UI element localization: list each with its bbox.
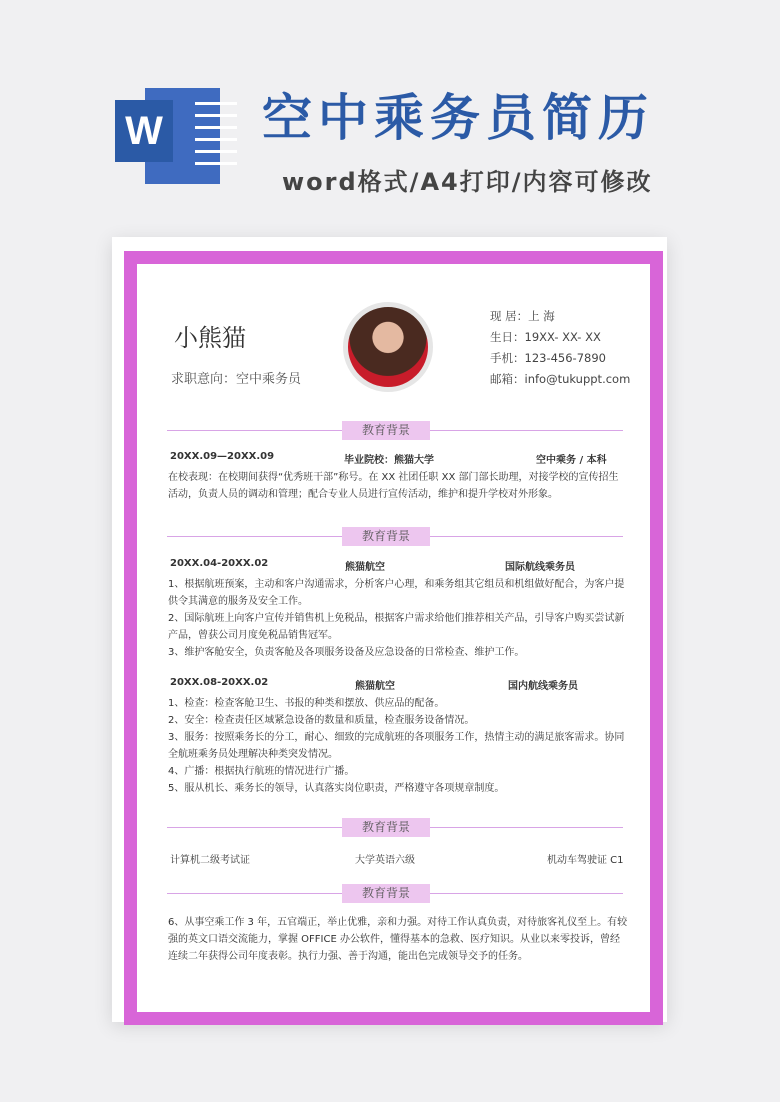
contact-phone: 手机：123-456-7890 [490,351,606,365]
section-certificates-label: 教育背景 [342,818,430,837]
section-education-label: 教育背景 [342,421,430,440]
job-intent: 求职意向：空中乘务员 [171,372,302,387]
section-evaluation-label: 教育背景 [342,884,430,903]
job-date: 20XX.04-20XX.02 [170,558,269,569]
doc-line [195,150,237,153]
candidate-name: 小熊猫 [174,324,246,352]
doc-line [195,126,237,129]
job-date: 20XX.08-20XX.02 [170,677,269,688]
job-duty: 1、检查：检查客舱卫生、书报的种类和摆放、供应品的配备。 [168,698,445,709]
job-role: 国际航线乘务员 [505,562,575,573]
doc-line [195,114,237,117]
job-duty: 5、服从机长、乘务长的领导，认真落实岗位职责，严格遵守各项规章制度。 [168,783,505,794]
doc-line [195,102,237,105]
job-duty: 2、安全：检查责任区域紧急设备的数量和质量，检查服务设备情况。 [168,715,475,726]
certificate-item: 机动车驾驶证 C1 [547,855,624,866]
job-company: 熊猫航空 [345,562,385,573]
job-duty: 2、国际航班上向客户宣传并销售机上免税品，根据客户需求给他们推荐相关产品，引导客户购买尝试新产品，曾获公司月度免税品销售冠军。 [168,613,625,641]
certificate-item: 计算机二级考试证 [170,855,250,866]
certificate-item: 大学英语六级 [355,855,415,866]
job-duty: 3、维护客舱安全，负责客舱及各项服务设备及应急设备的日常检查、维护工作。 [168,647,525,658]
doc-line [195,162,237,165]
education-major: 空中乘务 / 本科 [536,455,607,466]
education-detail: 在校表现：在校期间获得“优秀班干部”称号。在 XX 社团任职 XX 部门部长助理，对接学校的宣传招生活动，负责人员的调动和管理；配合专业人员进行宣传活动，维护和提升学校对外形象。 [168,472,619,500]
contact-residence: 现 居：上 海 [490,309,555,323]
word-icon [115,80,220,184]
page-title: 空中乘务员简历 [262,89,654,147]
job-duty: 3、服务：按照乘务长的分工，耐心、细致的完成航班的各项服务工作，热情主动的满足旅客需求。协同全航班乘务员处理解决种类突发情况。 [168,732,625,760]
contact-email: 邮箱：info@tukuppt.com [490,372,631,386]
avatar [343,302,433,392]
word-letter: W [115,100,173,162]
self-evaluation: 6、从事空乘工作 3 年，五官端正，举止优雅，亲和力强。对待工作认真负责，对待旅客礼仪至上。有较强的英文口语交流能力，掌握 OFFICE 办公软件，懂得基本的急救、医疗知识。从业以来零投诉，曾经连续二年获得公司年度表彰。执行力强、善于沟通，能出色完成领导交予的任务。 [168,917,628,962]
doc-line [195,138,237,141]
section-experience-label: 教育背景 [342,527,430,546]
contact-birthday: 生日：19XX- XX- XX [490,330,601,344]
job-company: 熊猫航空 [355,681,395,692]
page-subtitle: word格式/A4打印/内容可修改 [282,168,653,196]
job-role: 国内航线乘务员 [508,681,578,692]
job-duty: 4、广播：根据执行航班的情况进行广播。 [168,766,355,777]
job-duty: 1、根据航班预案，主动和客户沟通需求，分析客户心理，和乘务组其它组员和机组做好配合，为客户提供令其满意的服务及安全工作。 [168,579,625,607]
education-school: 毕业院校：熊猫大学 [344,455,434,466]
education-date: 20XX.09—20XX.09 [170,451,275,462]
